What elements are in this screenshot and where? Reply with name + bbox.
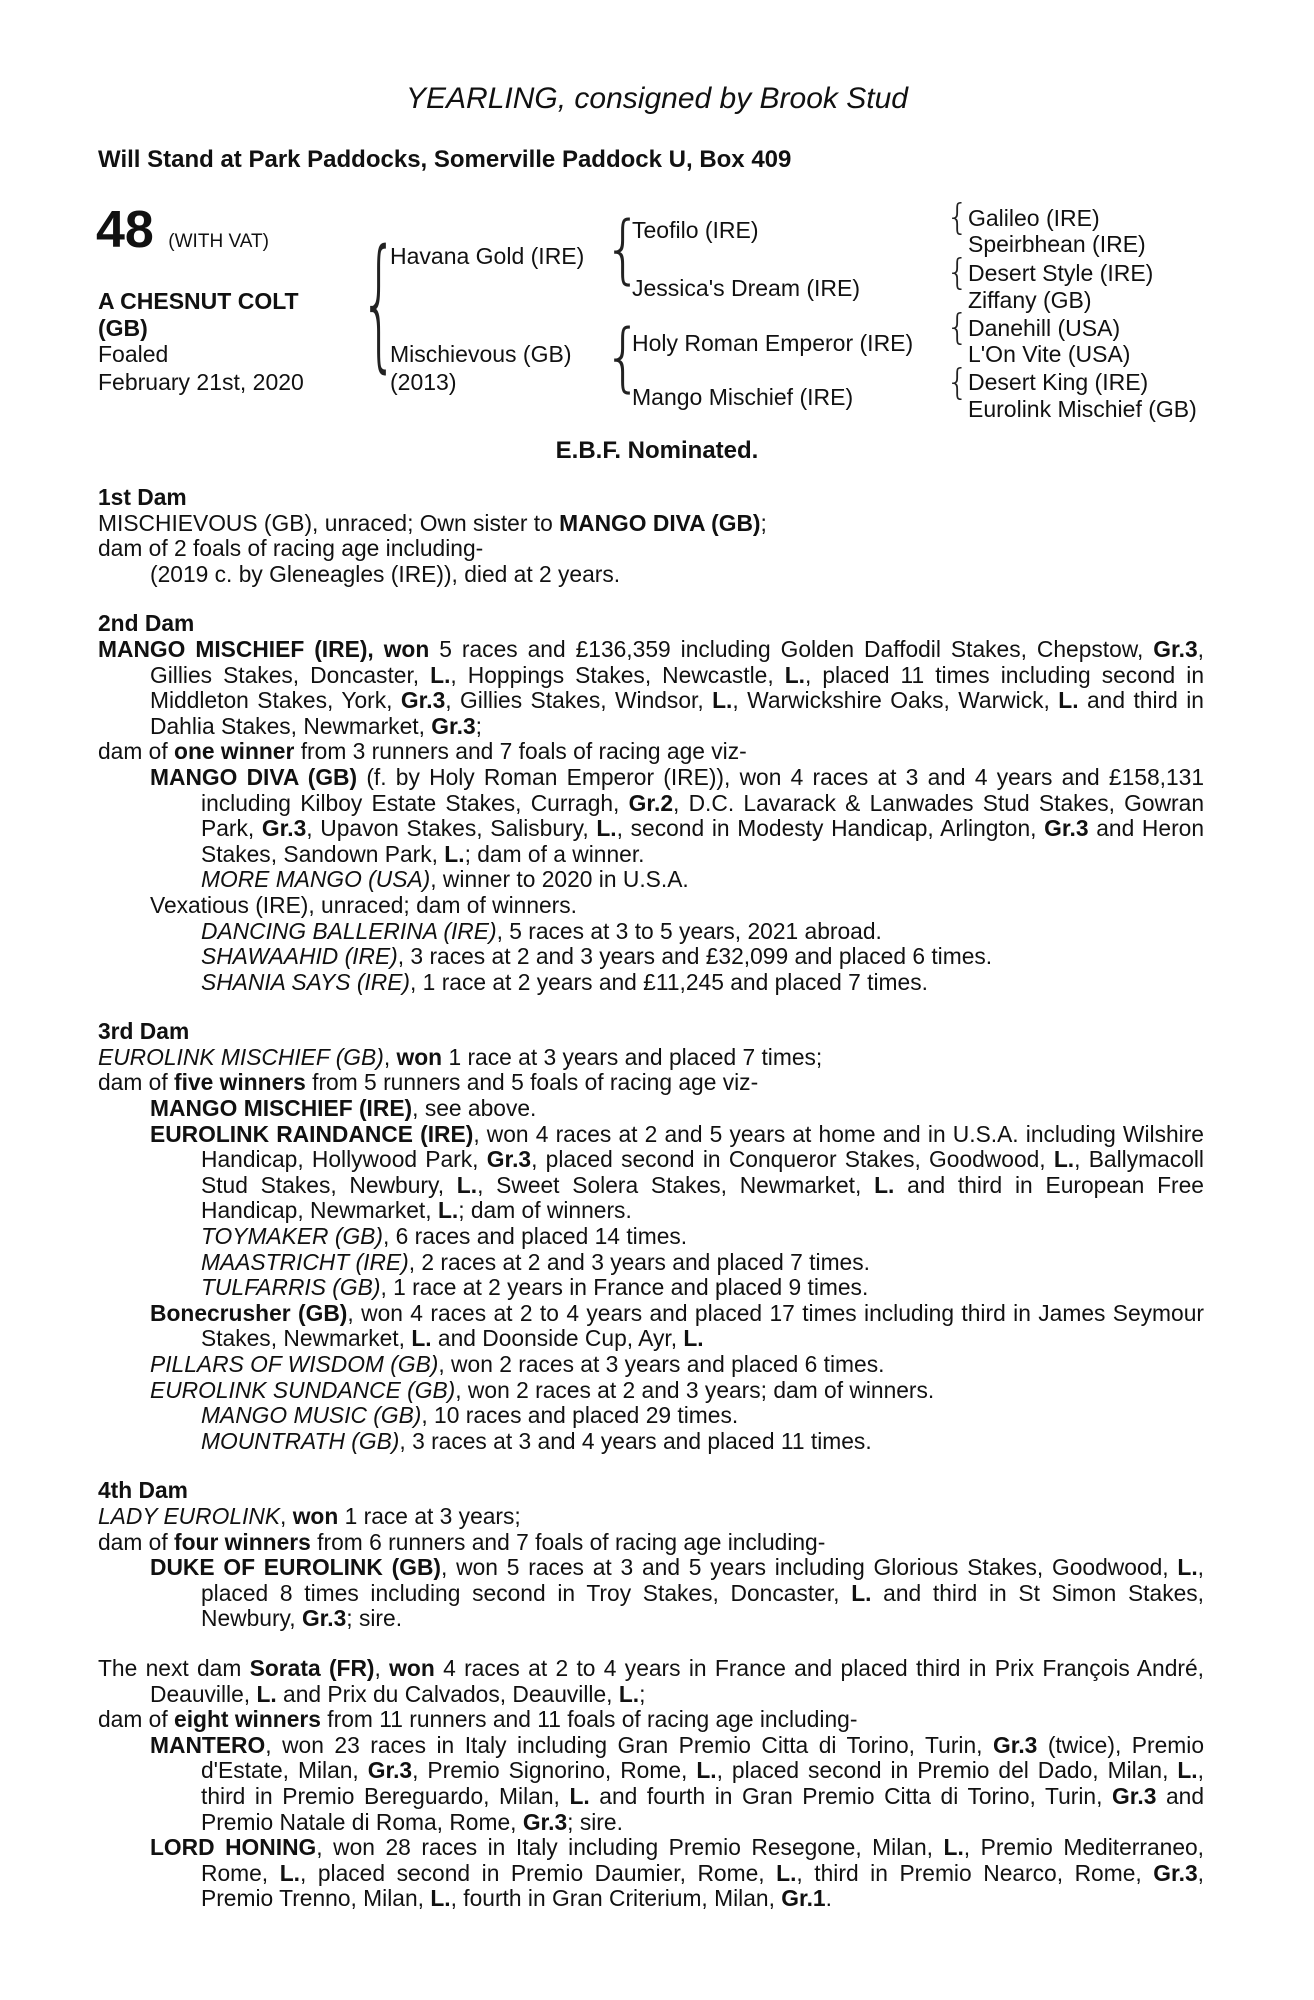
race-text: and Premio Natale di Roma, Rome, (201, 1782, 1204, 1835)
produce-entry: Vexatious (IRE), unraced; dam of winners. (150, 891, 578, 918)
first-dam-section (98, 485, 1204, 587)
section-heading: 1st Dam (98, 484, 187, 510)
race-text: and Heron Stakes, Sandown Park, (201, 815, 1205, 867)
ebf-nomination: E.B.F. Nominated. (555, 437, 759, 464)
race-text: , Upavon Stakes, Salisbury, (306, 815, 597, 842)
grade: L. (437, 1197, 459, 1224)
grade: L. (430, 1885, 451, 1912)
horse-name: MANGO MISCHIEF (IRE), won (98, 635, 430, 662)
produce-entry (201, 919, 1204, 945)
race-text: ; (475, 712, 482, 739)
grade: L. (596, 815, 617, 842)
race-text: ; sire. (567, 1808, 623, 1835)
next-dam-section (98, 1656, 1204, 1912)
produce-entry (150, 1352, 1204, 1378)
race-text: , Sweet Solera Stakes, Newmarket, (477, 1171, 875, 1198)
dam-text: from 11 runners and 11 foals of racing age including- (320, 1706, 858, 1733)
grade: L. (696, 1757, 717, 1784)
winner-count: four winners (174, 1528, 311, 1555)
race-text: , won 4 races at 2 to 4 years and placed 17 times including third in James Seymour Stakes, Newmarket, (201, 1299, 1204, 1352)
pedigree-ggp: Speirbhean (IRE) (968, 231, 1146, 257)
grade: L. (851, 1579, 872, 1606)
grade: Gr.3 (486, 1146, 532, 1173)
winner-count: eight winners (174, 1706, 321, 1733)
grade: Gr.3 (992, 1731, 1038, 1758)
race-text: , (383, 1043, 397, 1070)
produce-entry (98, 1122, 1204, 1224)
dam-text: from 5 runners and 5 foals of racing age viz- (305, 1069, 759, 1096)
race-text: , 10 races and placed 29 times. (421, 1402, 739, 1429)
produce-entry (201, 1403, 1204, 1429)
produce-entry (201, 1250, 1204, 1276)
grade: L. (618, 1680, 640, 1707)
race-text: , won 23 races in Italy including Gran Premio Citta di Torino, Turin, (265, 1731, 993, 1758)
dam-text: from 6 runners and 7 foals of racing age including- (310, 1528, 826, 1555)
won-label: won (292, 1502, 339, 1529)
dam-summary (98, 1530, 1204, 1556)
pedigree-sire: Havana Gold (IRE) (390, 243, 585, 269)
grade: Gr.2 (628, 789, 673, 816)
dam-text: from 3 runners and 7 foals of racing age viz- (294, 738, 747, 765)
lot-description-country: (GB) (98, 315, 148, 341)
fourth-dam-section (98, 1478, 1204, 1632)
race-text: ; sire. (346, 1605, 403, 1632)
grade: L. (456, 1171, 478, 1198)
race-text: (twice), Premio d'Estate, Milan, (201, 1731, 1204, 1784)
dam-summary (98, 1070, 1204, 1096)
race-text: and Prix du Calvados, Deauville, (276, 1680, 619, 1707)
horse-name: MANGO DIVA (GB) (150, 763, 358, 790)
dam-entry (98, 1045, 1204, 1071)
grade: L. (874, 1171, 895, 1198)
produce-entry (150, 1378, 1204, 1404)
race-text: , third in Premio Bereguardo, Milan, (201, 1757, 1204, 1809)
horse-name: PILLARS OF WISDOM (GB) (150, 1351, 439, 1377)
section-heading: 2nd Dam (98, 610, 195, 637)
race-text: , Ballymacoll Stud Stakes, Newbury, (201, 1146, 1204, 1198)
grade: L. (1177, 1554, 1198, 1581)
grade: L. (430, 661, 451, 688)
race-text: , Gillies Stakes, Doncaster, (150, 635, 1204, 688)
grade: L. (444, 840, 465, 867)
race-text: , placed second in Premio del Dado, Milan, (716, 1757, 1178, 1784)
pedigree-sire-sire: Teofilo (IRE) (632, 217, 759, 243)
pedigree-ggp: Ziffany (GB) (968, 287, 1092, 313)
race-text: , won 5 races at 3 and 5 years including Glorious Stakes, Goodwood, (441, 1554, 1178, 1581)
grade: Gr.3 (431, 712, 476, 739)
pedigree-dam-year: (2013) (390, 369, 457, 395)
race-text: , 1 race at 2 years in France and placed 9 times. (380, 1274, 869, 1301)
produce-entry (201, 944, 1204, 970)
race-text: ; dam of a winner. (464, 840, 645, 867)
pedigree-ggp: Eurolink Mischief (GB) (968, 396, 1197, 422)
race-text: , 6 races and placed 14 times. (382, 1223, 688, 1250)
page-title: YEARLING, consigned by Brook Stud (406, 82, 908, 115)
grade: L. (683, 1325, 704, 1352)
produce-entry (98, 1555, 1204, 1632)
sire-brace: { (604, 205, 643, 294)
grade: L. (1053, 1146, 1075, 1173)
grade: L. (256, 1680, 277, 1707)
horse-name: EUROLINK SUNDANCE (GB) (150, 1376, 456, 1403)
grade: Gr.3 (522, 1808, 568, 1835)
grade: L. (712, 687, 733, 714)
pedigree-ggp: Desert King (IRE) (968, 369, 1149, 395)
race-text: , won 2 races at 3 years and placed 6 times. (438, 1351, 885, 1377)
produce-entry (201, 1275, 1204, 1301)
pedigree-ggp: Desert Style (IRE) (968, 260, 1154, 286)
race-text: , won 2 races at 2 and 3 years; dam of winners. (455, 1376, 935, 1403)
pedigree-ggp: Danehill (USA) (968, 315, 1121, 341)
dam-entry (98, 637, 1204, 739)
horse-name: MANGO MUSIC (GB) (201, 1402, 422, 1429)
horse-name: Sorata (FR) (249, 1654, 375, 1681)
race-text: , placed 8 times including second in Troy Stakes, Doncaster, (201, 1554, 1204, 1606)
race-text: , Gillies Stakes, Windsor, (445, 687, 713, 714)
dam-line (98, 511, 1204, 537)
produce-entry (98, 765, 1204, 867)
grade: L. (776, 1859, 797, 1886)
horse-name: TOYMAKER (GB) (201, 1223, 383, 1250)
race-text: , see above. (412, 1095, 537, 1122)
race-text: ; dam of winners. (458, 1197, 632, 1224)
produce-entry (201, 970, 1204, 996)
dam-summary (98, 1707, 1204, 1733)
grade: Gr.3 (261, 815, 307, 842)
dam-summary (98, 739, 1204, 765)
ggp-brace-4: { (946, 362, 969, 403)
dam-text: dam of (98, 1706, 175, 1733)
ggp-brace-2: { (946, 252, 969, 293)
grade: L. (279, 1859, 300, 1886)
second-dam-section (98, 611, 1204, 995)
horse-name: SHANIA SAYS (IRE) (201, 968, 411, 995)
grade: Gr.3 (1153, 635, 1198, 662)
race-text: and third in Dahlia Stakes, Newmarket, (150, 687, 1204, 739)
produce-entry (98, 1733, 1204, 1835)
pedigree-dam-dam: Mango Mischief (IRE) (632, 384, 854, 410)
race-text: , 1 race at 2 years and £11,245 and placed 7 times. (410, 968, 928, 995)
foaled-date: February 21st, 2020 (98, 369, 304, 395)
grade: Gr.3 (301, 1605, 347, 1632)
ggp-brace-3: { (946, 307, 969, 348)
grade: Gr.3 (1044, 815, 1089, 842)
grade: L. (411, 1325, 432, 1352)
lot-number-value: 48 (96, 201, 154, 259)
race-text: and Doonside Cup, Ayr, (431, 1325, 684, 1352)
grade: Gr.3 (400, 687, 446, 714)
pedigree-ggp: L'On Vite (USA) (968, 341, 1131, 367)
ggp-brace-1: { (946, 197, 969, 238)
produce-entry (98, 1835, 1204, 1912)
dam-text: The next dam (98, 1654, 250, 1681)
won-label: won (396, 1043, 443, 1070)
produce-entry (201, 1224, 1204, 1250)
race-text: and third in European Free Handicap, Newmarket, (201, 1171, 1204, 1224)
race-text: , fourth in Gran Criterium, Milan, (450, 1885, 782, 1912)
horse-name: DANCING BALLERINA (IRE) (201, 917, 497, 944)
horse-name: LADY EUROLINK (98, 1502, 281, 1529)
race-text: , Hoppings Stakes, Newcastle, (450, 661, 785, 688)
race-text: , Premio Signorino, Rome, (412, 1757, 697, 1784)
won-label: won (389, 1654, 435, 1681)
horse-name: MANGO DIVA (GB) (559, 509, 761, 536)
dam-line: dam of 2 foals of racing age including- (98, 535, 484, 562)
third-dam-section (98, 1019, 1204, 1454)
horse-name: DUKE OF EUROLINK (GB) (150, 1554, 442, 1581)
produce-entry (150, 1096, 1204, 1122)
race-text: , 2 races at 2 and 3 years and placed 7 times. (408, 1248, 870, 1275)
race-text: 1 race at 3 years and placed 7 times; (442, 1043, 823, 1070)
race-text: . (825, 1885, 832, 1912)
grade: L. (569, 1782, 590, 1809)
catalogue-body (98, 485, 1204, 1912)
horse-name: MOUNTRATH (GB) (201, 1427, 400, 1454)
pedigree-sire-dam: Jessica's Dream (IRE) (632, 275, 861, 301)
race-text: 1 race at 3 years; (338, 1502, 521, 1529)
race-text: , 3 races at 3 and 4 years and placed 11 times. (399, 1427, 872, 1454)
dam-brace: { (604, 313, 643, 402)
horse-name: MORE MANGO (USA) (201, 866, 431, 893)
race-text: , placed second in Conqueror Stakes, Goodwood, (531, 1146, 1054, 1173)
grade: Gr.3 (367, 1757, 413, 1784)
dam-text: ; (760, 509, 767, 536)
race-text: , placed second in Premio Daumier, Rome, (299, 1859, 777, 1886)
race-text: and fourth in Gran Premio Citta di Torino, Turin, (589, 1782, 1113, 1809)
produce-line: (2019 c. by Gleneagles (IRE)), died at 2 years. (150, 560, 621, 587)
race-text: , D.C. Lavarack & Lanwades Stud Stakes, Gowran Park, (201, 789, 1205, 842)
dam-text: dam of (98, 738, 175, 765)
race-text: , 5 races at 3 to 5 years, 2021 abroad. (496, 917, 882, 944)
race-text: , 3 races at 2 and 3 years and £32,099 and placed 6 times. (397, 943, 993, 970)
winner-count: five winners (174, 1069, 306, 1096)
horse-name: MAASTRICHT (IRE) (201, 1248, 409, 1275)
race-text: 5 races and £136,359 including Golden Daffodil Stakes, Chepstow, (429, 635, 1154, 662)
race-text: , second in Modesty Handicap, Arlington, (616, 815, 1045, 842)
pedigree-dam-sire: Holy Roman Emperor (IRE) (632, 330, 914, 356)
race-text: ; (639, 1680, 646, 1707)
race-text: , winner to 2020 in U.S.A. (430, 866, 689, 893)
pedigree-dam: Mischievous (GB) (390, 341, 572, 367)
lot-number (96, 201, 269, 268)
dam-text: MISCHIEVOUS (GB), unraced; Own sister to (98, 509, 553, 536)
horse-name: MANGO MISCHIEF (IRE) (150, 1095, 413, 1122)
grade: Gr.3 (1153, 1859, 1198, 1886)
race-text: , placed 11 times including second in Middleton Stakes, York, (150, 661, 1204, 714)
race-text: (f. by Holy Roman Emperor (IRE)), won 4 races at 3 and 4 years and £158,131 including Kilboy Estate Stakes, Curragh, (201, 763, 1205, 816)
grade: Gr.1 (781, 1885, 826, 1912)
horse-name: EUROLINK MISCHIEF (GB) (98, 1043, 384, 1070)
horse-name: TULFARRIS (GB) (201, 1274, 381, 1301)
dam-text: dam of (98, 1528, 175, 1555)
section-heading: 3rd Dam (98, 1018, 190, 1045)
grade: Gr.3 (1112, 1782, 1157, 1809)
pedigree-brace: { (360, 220, 399, 388)
horse-name: MANTERO (150, 1731, 266, 1758)
horse-name: SHAWAAHID (IRE) (201, 943, 398, 970)
foaled-label: Foaled (98, 341, 169, 367)
pedigree-ggp: Galileo (IRE) (968, 205, 1100, 231)
grade: L. (1177, 1757, 1198, 1784)
grade: L. (1058, 687, 1079, 714)
produce-entry (201, 867, 1204, 893)
winner-count: one winner (174, 738, 295, 765)
race-text: and third in St Simon Stakes, Newbury, (201, 1579, 1205, 1632)
dam-entry (98, 1504, 1204, 1530)
stand-location: Will Stand at Park Paddocks, Somerville Paddock U, Box 409 (98, 146, 792, 173)
dam-entry (98, 1656, 1204, 1707)
horse-name: Bonecrusher (GB) (150, 1299, 348, 1326)
horse-name: EUROLINK RAINDANCE (IRE) (150, 1120, 474, 1147)
race-text: , (280, 1502, 293, 1529)
race-text: , Warwickshire Oaks, Warwick, (732, 687, 1059, 714)
horse-name: LORD HONING (150, 1834, 317, 1861)
race-text: , Premio Trenno, Milan, (201, 1859, 1204, 1912)
race-text: , (374, 1654, 390, 1681)
lot-description: A CHESNUT COLT (98, 288, 299, 314)
produce-entry (98, 1301, 1204, 1352)
race-text: , Premio Mediterraneo, Rome, (201, 1834, 1205, 1886)
produce-entry (201, 1429, 1204, 1455)
race-text: , won 4 races at 2 and 5 years at home and in U.S.A. including Wilshire Handicap, Hollywood Park, (201, 1120, 1204, 1173)
race-text: 4 races at 2 to 4 years in France and placed third in Prix François André, Deauville, (150, 1654, 1204, 1707)
dam-text: dam of (98, 1069, 175, 1096)
race-text: , won 28 races in Italy including Premio Resegone, Milan, (316, 1834, 944, 1861)
vat-label: (WITH VAT) (168, 231, 269, 252)
race-text: , third in Premio Nearco, Rome, (796, 1859, 1154, 1886)
grade: L. (943, 1834, 964, 1861)
grade: L. (784, 661, 805, 688)
section-heading: 4th Dam (98, 1477, 188, 1504)
